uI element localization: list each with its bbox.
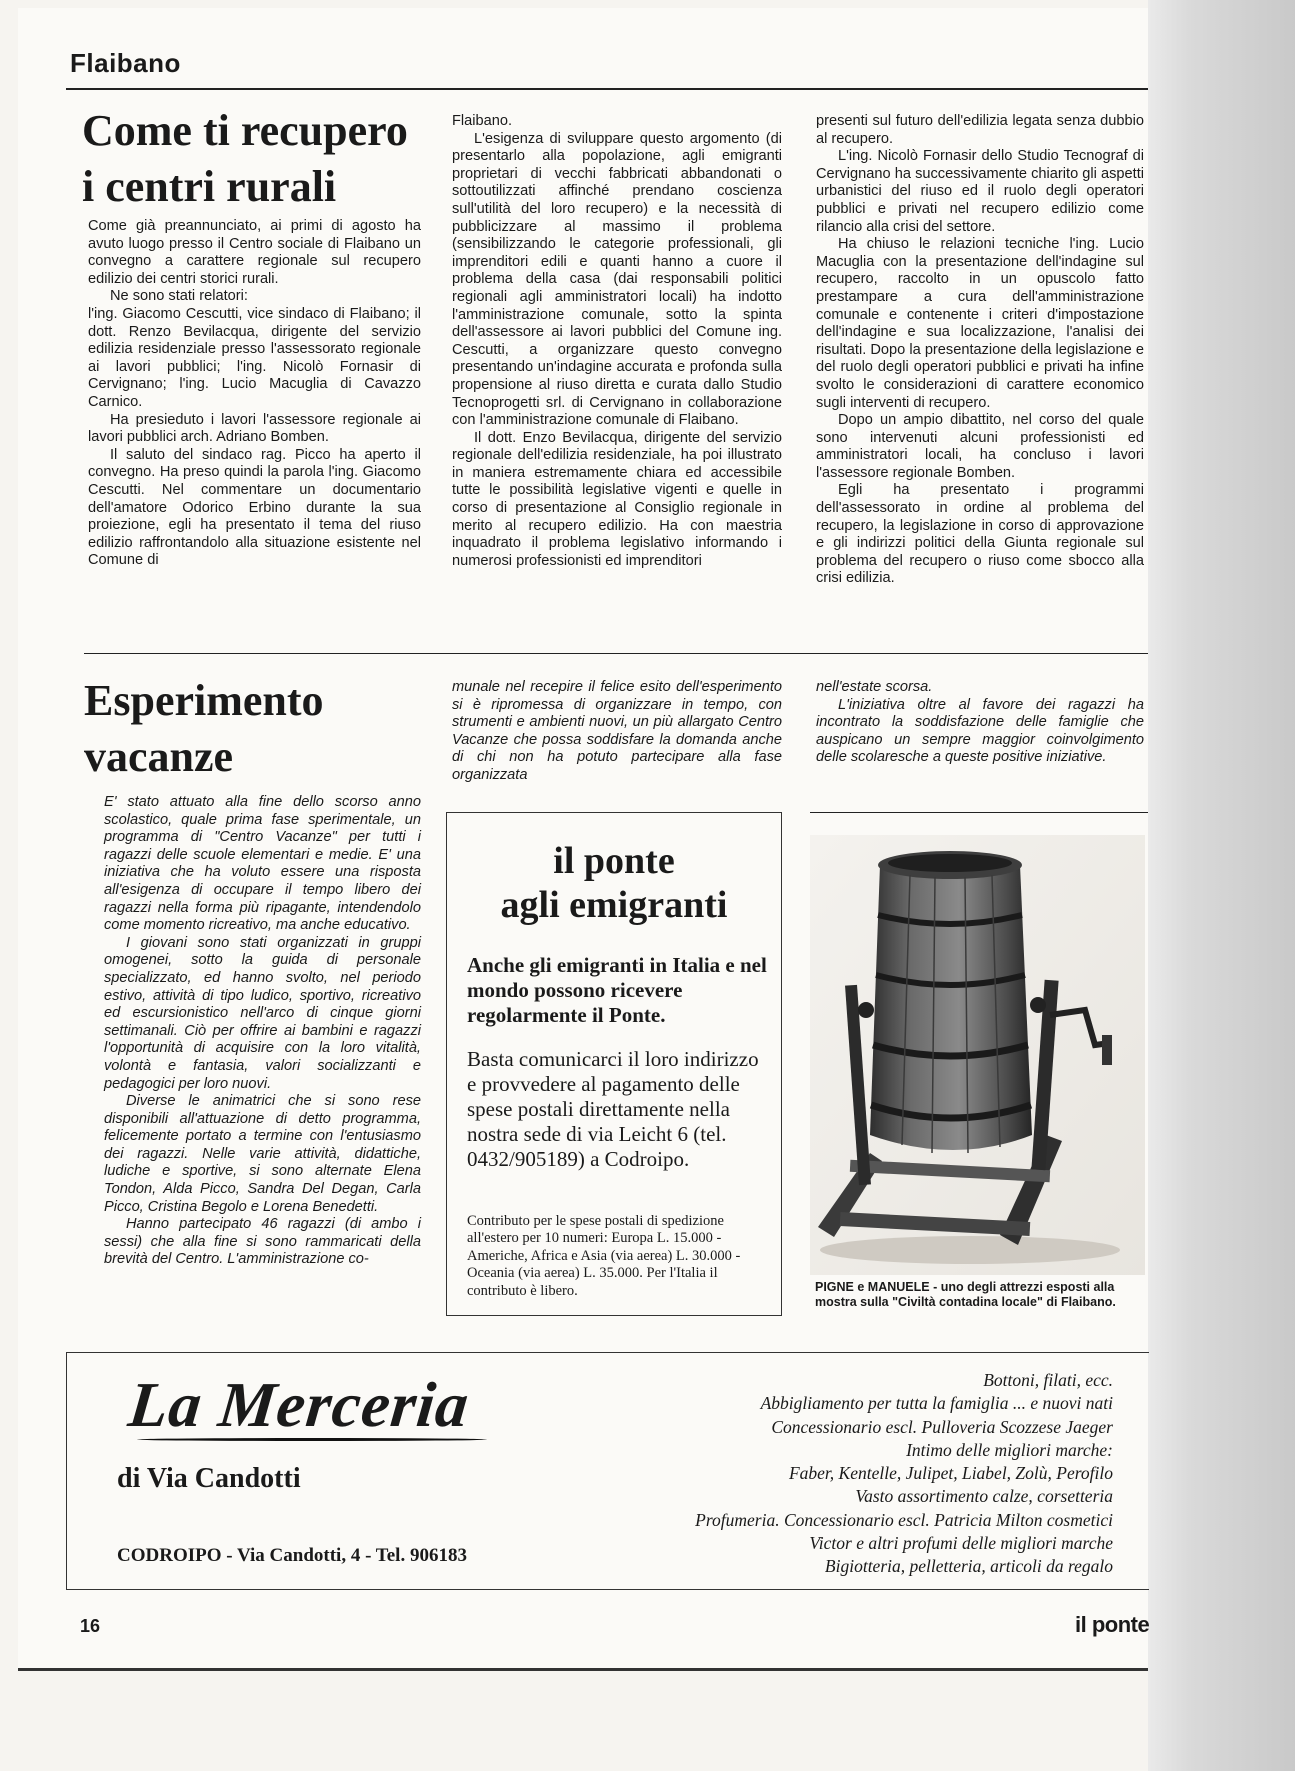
paragraph: Egli ha presentato i programmi dell'assessorato in ordine al problema del recupero, la legislazione in corso di approvazione e gli indirizzi politici della Giunta regionale sul problema del recupero o riuso come sbocco alla crisi edilizia.	[816, 482, 1144, 587]
paragraph: nell'estate scorsa.	[816, 679, 933, 695]
paragraph: L'esigenza di sviluppare questo argomento (di presentarlo alla popolazione, agli emigranti proprietari di vecchi fabbricati abbandonati o sottoutilizzati affinché prendano coscienza sull'utilità del loro recupero) e la necessità di pubblicizzare al massimo il problema (sensibilizzando le categorie professionali, gli imprenditori edili e quanti hanno a cuore il problema della casa (dai responsabili politici regionali agli amministratori locali) ha indotto l'amministrazione comunale, sotto la spinta dell'assessore ai lavori pubblici del Comune ing. Cescutti, a organizzare questo convegno presentando un'indagine accurata e profonda sulla propensione al riuso diretta e curata dallo Studio Tecnoprogetti srl. di Cervignano in collaborazione con l'amministrazione comunale di Flaibano.	[452, 130, 782, 429]
ad-line: Vasto assortimento calze, corsetteria	[855, 1486, 1113, 1507]
article1-title-line2: i centri rurali	[82, 162, 337, 211]
article2-title-line2: vacanze	[84, 732, 234, 781]
box-fees: Contributo per le spese postali di spedizione all'estero per 10 numeri: Europa L. 15.000 - Americhe, Africa e Asia (via aerea) L. 30.000 - Oceania (via aerea) L. 35.000. Per l'Italia il contributo è libero.	[467, 1213, 741, 1299]
paragraph: Ha chiuso le relazioni tecniche l'ing. Lucio Macuglia con la presentazione dell'indagine sul recupero, raccolto in un opuscolo fatto prestampare a cura dell'amministrazione comunale e contenente i criteri d'impostazione dell'indagine e sua localizzazione, l'analisi dei risultati. Dopo la presentazione della legislazione e del ruolo degli operatori pubblici e privati ha infine svolto le considerazioni di carattere economico sugli interventi di recupero.	[816, 236, 1144, 411]
ad-line: Bottoni, filati, ecc.	[983, 1370, 1113, 1390]
ad-line: Concessionario escl. Pulloveria Scozzese Jaeger	[771, 1416, 1113, 1437]
ad-line: Victor e altri profumi delle migliori marche	[809, 1533, 1113, 1554]
paragraph: presenti sul futuro dell'edilizia legata senza dubbio al recupero.	[816, 113, 1144, 147]
paragraph: Ne sono stati relatori:	[110, 288, 248, 305]
section-label: Flaibano	[70, 48, 181, 78]
footer-rule	[18, 1668, 1148, 1671]
paragraph: Il saluto del sindaco rag. Picco ha aperto il convegno. Ha preso quindi la parola l'ing. Giacomo Cescutti. Nel commentare un documentario dell'amatore Odorico Erbino durante la sua proiezione, egli ha presentato il tema del riuso edilizio raffrontandolo alla situazione esistente nel Comune di	[88, 446, 421, 569]
article2-title-line1: Esperimento	[84, 676, 324, 725]
article2-column-3	[816, 679, 1144, 767]
merceria-advertisement	[66, 1352, 1149, 1590]
paragraph: l'ing. Giacomo Cescutti, vice sindaco di Flaibano; il dott. Renzo Bevilacqua, dirigente del servizio edilizia residenziale presso l'assessorato regionale ai lavori pubblici; l'ing. Nicolò Fornasir di Cervignano; l'ing. Lucio Macuglia di Cavazzo Carnico.	[88, 305, 421, 410]
paragraph: L'iniziativa oltre al favore dei ragazzi ha incontrato la soddisfazione delle famiglie che auspicano un sempre maggior coinvolgimento delle scolaresche a queste positive iniziative.	[816, 696, 1144, 766]
paragraph: L'ing. Nicolò Fornasir dello Studio Tecnograf di Cervignano ha successivamente chiarito gli aspetti urbanistici del riuso ed il ruolo degli operatori pubblici e privati nel recupero edilizio come rilancio alla crisi del settore.	[816, 148, 1144, 235]
butter-churn-photo	[810, 835, 1145, 1275]
paragraph: Il dott. Enzo Bevilacqua, dirigente del servizio regionale dell'edilizia residenziale, ha poi illustrato in maniera estremamente chiara ed accessibile tutte le possibilità legislative vigenti e quelle in corso di presentazione al Consiglio regionale in merito al recupero edilizio. Ha con maestria inquadrato il problema legislativo informando i numerosi professionisti ed imprenditori	[452, 429, 782, 569]
churn-illustration	[810, 835, 1145, 1275]
merceria-product-list	[553, 1369, 1113, 1579]
article2-column-1	[104, 794, 421, 1269]
box-body: Basta comunicarci il loro indirizzo e provvedere al pagamento delle spese postali direttamente nella nostra sede di via Leicht 6 (tel. 0432/905189) a Codroipo.	[467, 1047, 759, 1171]
merceria-logo: La Merceria	[125, 1369, 473, 1440]
paragraph: Diverse le animatrici che si sono rese disponibili all'attuazione di detto programma, felicemente portato a termine con l'entusiasmo dei ragazzi. Nelle varie attività, didattiche, ludiche e sportive, si sono alternate Elena Tondon, Alda Picco, Sandra Del Degan, Carla Picco, Cristina Begolo e Lorena Benedetti.	[104, 1093, 421, 1215]
emigrants-notice-box	[446, 812, 782, 1316]
merceria-subtitle: di Via Candotti	[117, 1463, 301, 1494]
ad-line: Faber, Kentelle, Julipet, Liabel, Zolù, Perofilo	[788, 1463, 1113, 1484]
page-edge-shadow	[1148, 0, 1295, 1771]
article2-headline	[84, 676, 424, 782]
logo-underline-flourish	[137, 1438, 487, 1441]
article1-column-2	[452, 113, 782, 570]
photo-caption: PIGNE e MANUELE - uno degli attrezzi esposti alla mostra sulla "Civiltà contadina locale" di Flaibano.	[815, 1280, 1116, 1309]
paragraph: E' stato attuato alla fine dello scorso anno scolastico, quale prima fase sperimentale, un programma di "Centro Vacanze" per tutti i ragazzi delle scuole elementari e medie. E' una iniziativa che ha voluto essere una risposta all'esigenza di occupare il tempo libero dei ragazzi nella forma più ripagante, intendendolo come momento ricreativo, ma anche educativo.	[104, 794, 421, 934]
paragraph: Flaibano.	[452, 113, 513, 129]
ad-line: Abbigliamento per tutta la famiglia ... e nuovi nati	[760, 1393, 1113, 1414]
article1-column-3	[816, 113, 1144, 588]
article1-title-line1: Come ti recupero	[82, 106, 408, 155]
page-number: 16	[80, 1616, 101, 1636]
ad-line: Bigiotteria, pelletteria, articoli da regalo	[824, 1556, 1113, 1577]
article-divider	[84, 653, 1148, 654]
box-title-line1: il ponte	[553, 840, 675, 882]
box-title-line2: agli emigranti	[500, 884, 728, 926]
magazine-brand: il ponte	[1075, 1612, 1150, 1637]
article1-headline	[82, 106, 442, 212]
paragraph: Come già preannunciato, ai primi di agosto ha avuto luogo presso il Centro sociale di Flaibano un convegno a carattere regionale sul recupero edilizio dei centri storici rurali.	[88, 218, 421, 287]
paragraph: Dopo un ampio dibattito, nel corso del quale sono intervenuti alcuni professionisti ed amministratori locali, ha concluso i lavori l'assessore regionale Bomben.	[816, 412, 1144, 481]
article2-column-2	[452, 679, 782, 785]
ad-line: Intimo delle migliori marche:	[906, 1439, 1113, 1460]
box-subtitle: Anche gli emigranti in Italia e nel mondo possono ricevere regolarmente il Ponte.	[467, 953, 767, 1027]
article1-column-1	[88, 218, 421, 570]
paragraph: Ha presieduto i lavori l'assessore regionale ai lavori pubblici arch. Adriano Bomben.	[88, 411, 421, 446]
paragraph: I giovani sono stati organizzati in gruppi omogenei, sotto la guida di personale specializzato, ed hanno svolto, nel periodo estivo, attività di tipo ludico, sportivo, ricreativo ed escursionistico nell'arco di cinque giorni settimanali. Ciò per offrire ai bambini e ragazzi l'opportunità di acquisire con la loro vitalità, volontà e fantasia, valori socializzanti e pedagogici per loro nuovi.	[104, 934, 421, 1092]
merceria-address: CODROIPO - Via Candotti, 4 - Tel. 906183	[117, 1545, 467, 1566]
paragraph: munale nel recepire il felice esito dell'esperimento si è ripromessa di organizzare in tempo, con strumenti e ambienti nuovi, un più allargato Centro Vacanze che possa soddisfare la domanda anche di chi non ha potuto partecipare alla fase organizzata	[452, 679, 782, 783]
photo-top-rule	[810, 812, 1148, 813]
paragraph: Hanno partecipato 46 ragazzi (di ambo i sessi) che alla fine si sono rammaricati della brevità del Centro. L'amministrazione co-	[104, 1216, 421, 1268]
header-rule	[66, 88, 1148, 90]
ad-line: Profumeria. Concessionario escl. Patricia Milton cosmetici	[695, 1509, 1113, 1530]
